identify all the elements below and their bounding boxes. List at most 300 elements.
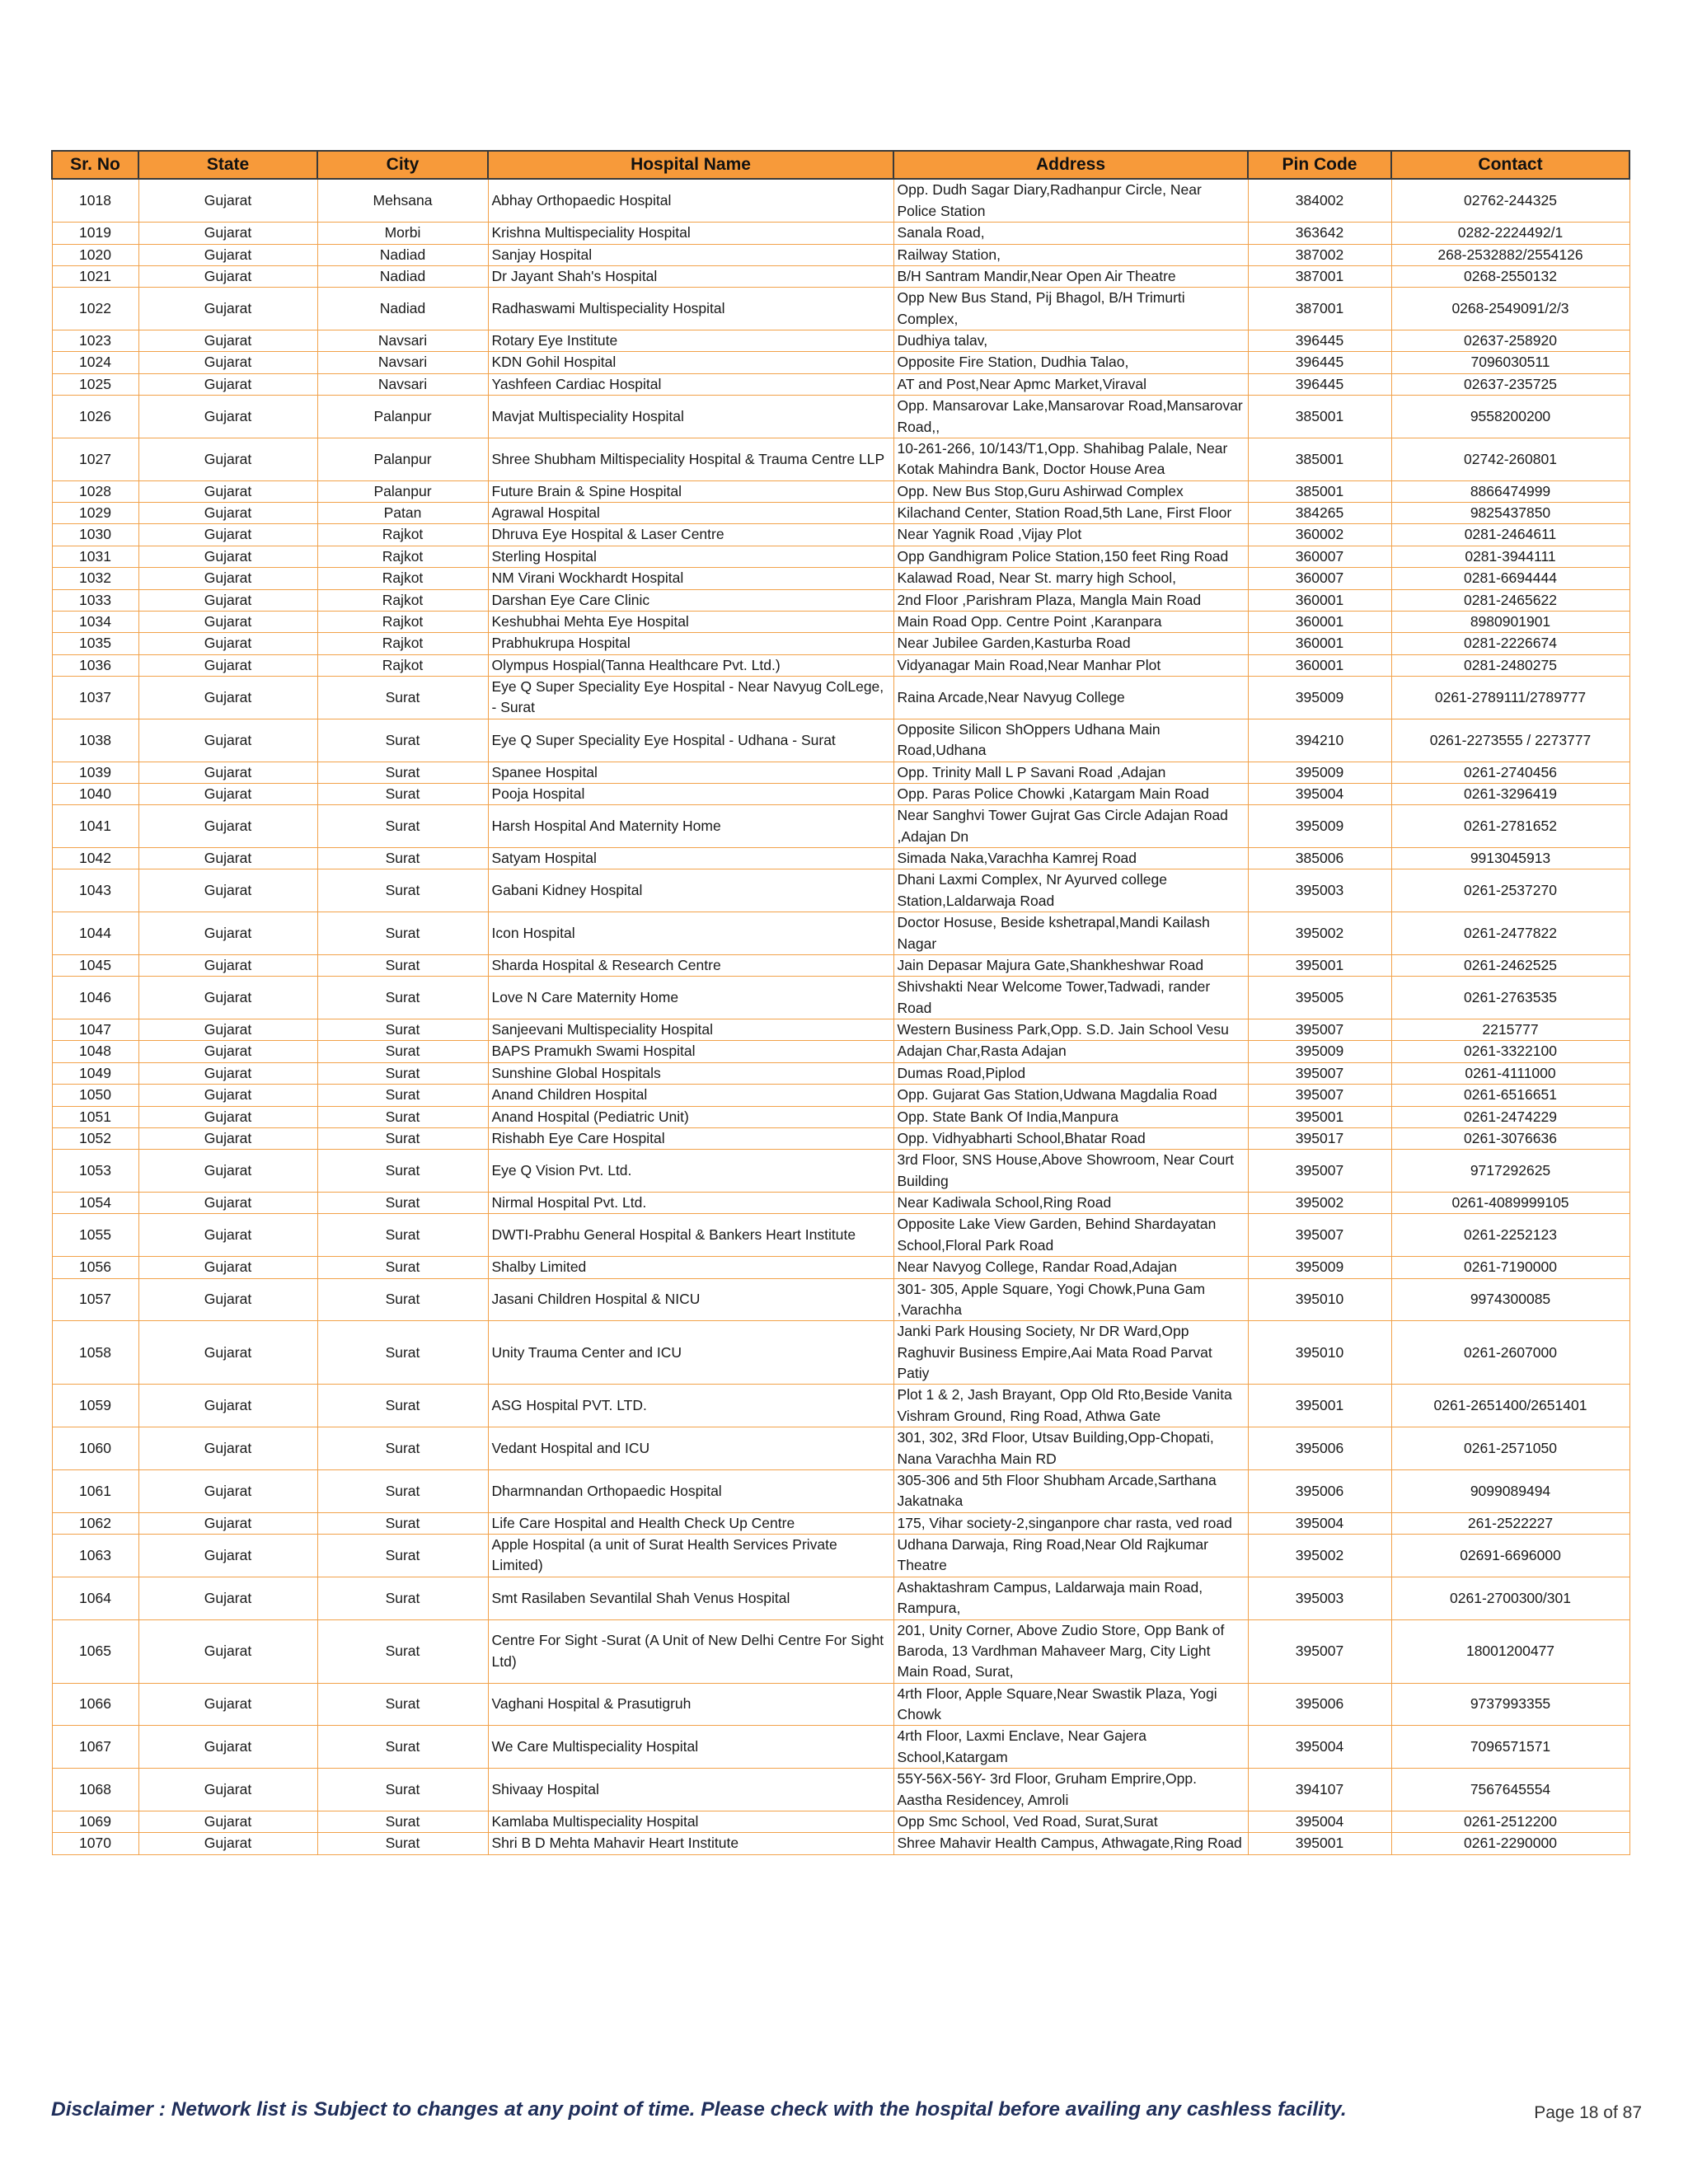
sr-no-cell: 1033: [52, 589, 138, 611]
state-cell: Gujarat: [138, 1041, 317, 1062]
hospital-name-cell: Mavjat Multispeciality Hospital: [488, 396, 893, 438]
header-hospital-name: Hospital Name: [488, 151, 893, 179]
hospital-name-cell: Life Care Hospital and Health Check Up Centre: [488, 1512, 893, 1534]
table-row: [52, 1535, 1629, 1577]
table-row: [52, 1385, 1629, 1427]
state-cell: Gujarat: [138, 396, 317, 438]
state-cell: Gujarat: [138, 288, 317, 330]
address-cell: Opp. New Bus Stop,Guru Ashirwad Complex: [893, 480, 1248, 502]
table-row: [52, 373, 1629, 395]
sr-no-cell: 1036: [52, 654, 138, 676]
table-row: [52, 1150, 1629, 1193]
hospital-name-cell: Icon Hospital: [488, 912, 893, 955]
hospital-name-cell: Sanjay Hospital: [488, 244, 893, 265]
state-cell: Gujarat: [138, 762, 317, 783]
contact-cell: 0261-3076636: [1391, 1127, 1629, 1149]
city-cell: Palanpur: [317, 480, 488, 502]
address-cell: Jain Depasar Majura Gate,Shankheshwar Road: [893, 954, 1248, 976]
pin-code-cell: 395010: [1248, 1321, 1391, 1385]
address-cell: 4rth Floor, Apple Square,Near Swastik Plaza, Yogi Chowk: [893, 1683, 1248, 1726]
pin-code-cell: 396445: [1248, 352, 1391, 373]
sr-no-cell: 1028: [52, 480, 138, 502]
hospital-name-cell: BAPS Pramukh Swami Hospital: [488, 1041, 893, 1062]
contact-cell: 9737993355: [1391, 1683, 1629, 1726]
pin-code-cell: 395004: [1248, 1512, 1391, 1534]
sr-no-cell: 1068: [52, 1769, 138, 1811]
sr-no-cell: 1044: [52, 912, 138, 955]
contact-cell: 0261-2781652: [1391, 805, 1629, 848]
hospital-name-cell: Shri B D Mehta Mahavir Heart Institute: [488, 1833, 893, 1854]
pin-code-cell: 395009: [1248, 1041, 1391, 1062]
pin-code-cell: 360001: [1248, 633, 1391, 654]
table-row: [52, 677, 1629, 719]
header-city: City: [317, 151, 488, 179]
pin-code-cell: 387002: [1248, 244, 1391, 265]
contact-cell: 0281-3944111: [1391, 546, 1629, 567]
city-cell: Navsari: [317, 352, 488, 373]
address-cell: Opp. Dudh Sagar Diary,Radhanpur Circle, Near Police Station: [893, 179, 1248, 222]
table-row: [52, 1214, 1629, 1257]
address-cell: Near Navyog College, Randar Road,Adajan: [893, 1257, 1248, 1278]
pin-code-cell: 360002: [1248, 524, 1391, 546]
hospital-name-cell: Sterling Hospital: [488, 546, 893, 567]
address-cell: Janki Park Housing Society, Nr DR Ward,Opp Raghuvir Business Empire,Aai Mata Road Parvat Patiy: [893, 1321, 1248, 1385]
city-cell: Surat: [317, 1150, 488, 1193]
contact-cell: 9913045913: [1391, 848, 1629, 869]
pin-code-cell: 360007: [1248, 568, 1391, 589]
state-cell: Gujarat: [138, 783, 317, 804]
state-cell: Gujarat: [138, 719, 317, 762]
contact-cell: 02637-235725: [1391, 373, 1629, 395]
sr-no-cell: 1059: [52, 1385, 138, 1427]
pin-code-cell: 387001: [1248, 265, 1391, 287]
table-row: [52, 1193, 1629, 1214]
city-cell: Surat: [317, 1106, 488, 1127]
table-row: [52, 611, 1629, 632]
pin-code-cell: 395009: [1248, 677, 1391, 719]
city-cell: Rajkot: [317, 568, 488, 589]
address-cell: Kilachand Center, Station Road,5th Lane, First Floor: [893, 503, 1248, 524]
address-cell: Near Yagnik Road ,Vijay Plot: [893, 524, 1248, 546]
address-cell: Opposite Silicon ShOppers Udhana Main Road,Udhana: [893, 719, 1248, 762]
table-row: [52, 1769, 1629, 1811]
state-cell: Gujarat: [138, 179, 317, 222]
pin-code-cell: 396445: [1248, 373, 1391, 395]
contact-cell: 7096571571: [1391, 1726, 1629, 1769]
city-cell: Surat: [317, 1257, 488, 1278]
contact-cell: 0281-2465622: [1391, 589, 1629, 611]
sr-no-cell: 1019: [52, 223, 138, 244]
city-cell: Surat: [317, 1769, 488, 1811]
table-row: [52, 244, 1629, 265]
address-cell: Near Kadiwala School,Ring Road: [893, 1193, 1248, 1214]
city-cell: Surat: [317, 1041, 488, 1062]
sr-no-cell: 1045: [52, 954, 138, 976]
contact-cell: 02691-6696000: [1391, 1535, 1629, 1577]
contact-cell: 0261-2740456: [1391, 762, 1629, 783]
address-cell: Opposite Lake View Garden, Behind Shardayatan School,Floral Park Road: [893, 1214, 1248, 1257]
sr-no-cell: 1035: [52, 633, 138, 654]
city-cell: Surat: [317, 977, 488, 1019]
state-cell: Gujarat: [138, 589, 317, 611]
sr-no-cell: 1027: [52, 438, 138, 480]
state-cell: Gujarat: [138, 805, 317, 848]
address-cell: Simada Naka,Varachha Kamrej Road: [893, 848, 1248, 869]
contact-cell: 02762-244325: [1391, 179, 1629, 222]
table-row: [52, 1041, 1629, 1062]
pin-code-cell: 395007: [1248, 1619, 1391, 1683]
address-cell: 4rth Floor, Laxmi Enclave, Near Gajera School,Katargam: [893, 1726, 1248, 1769]
address-cell: Opp. Trinity Mall L P Savani Road ,Adajan: [893, 762, 1248, 783]
contact-cell: 268-2532882/2554126: [1391, 244, 1629, 265]
hospital-name-cell: Sunshine Global Hospitals: [488, 1062, 893, 1084]
address-cell: Shree Mahavir Health Campus, Athwagate,Ring Road: [893, 1833, 1248, 1854]
city-cell: Surat: [317, 1726, 488, 1769]
sr-no-cell: 1061: [52, 1469, 138, 1512]
pin-code-cell: 396445: [1248, 330, 1391, 352]
state-cell: Gujarat: [138, 654, 317, 676]
contact-cell: 0261-2273555 / 2273777: [1391, 719, 1629, 762]
city-cell: Navsari: [317, 373, 488, 395]
pin-code-cell: 395009: [1248, 762, 1391, 783]
sr-no-cell: 1058: [52, 1321, 138, 1385]
pin-code-cell: 395010: [1248, 1278, 1391, 1321]
hospital-name-cell: Krishna Multispeciality Hospital: [488, 223, 893, 244]
table-row: [52, 265, 1629, 287]
pin-code-cell: 395003: [1248, 1577, 1391, 1619]
address-cell: Plot 1 & 2, Jash Brayant, Opp Old Rto,Beside Vanita Vishram Ground, Ring Road, Athwa Gate: [893, 1385, 1248, 1427]
sr-no-cell: 1025: [52, 373, 138, 395]
address-cell: 301, 302, 3Rd Floor, Utsav Building,Opp-Chopati, Nana Varachha Main RD: [893, 1427, 1248, 1470]
pin-code-cell: 395001: [1248, 954, 1391, 976]
state-cell: Gujarat: [138, 1019, 317, 1041]
sr-no-cell: 1049: [52, 1062, 138, 1084]
hospital-name-cell: ASG Hospital PVT. LTD.: [488, 1385, 893, 1427]
state-cell: Gujarat: [138, 330, 317, 352]
table-row: [52, 1106, 1629, 1127]
city-cell: Surat: [317, 1811, 488, 1832]
address-cell: Dudhiya talav,: [893, 330, 1248, 352]
header-contact: Contact: [1391, 151, 1629, 179]
table-body: [52, 179, 1629, 1854]
pin-code-cell: 395007: [1248, 1019, 1391, 1041]
city-cell: Surat: [317, 1019, 488, 1041]
pin-code-cell: 385001: [1248, 438, 1391, 480]
contact-cell: 0268-2549091/2/3: [1391, 288, 1629, 330]
state-cell: Gujarat: [138, 1811, 317, 1832]
table-row: [52, 954, 1629, 976]
city-cell: Nadiad: [317, 244, 488, 265]
pin-code-cell: 395007: [1248, 1085, 1391, 1106]
pin-code-cell: 395009: [1248, 1257, 1391, 1278]
contact-cell: 2215777: [1391, 1019, 1629, 1041]
sr-no-cell: 1024: [52, 352, 138, 373]
state-cell: Gujarat: [138, 1769, 317, 1811]
table-row: [52, 223, 1629, 244]
pin-code-cell: 360001: [1248, 589, 1391, 611]
address-cell: Opp. State Bank Of India,Manpura: [893, 1106, 1248, 1127]
address-cell: Railway Station,: [893, 244, 1248, 265]
address-cell: Western Business Park,Opp. S.D. Jain School Vesu: [893, 1019, 1248, 1041]
hospital-name-cell: Spanee Hospital: [488, 762, 893, 783]
contact-cell: 0268-2550132: [1391, 265, 1629, 287]
city-cell: Surat: [317, 954, 488, 976]
pin-code-cell: 360001: [1248, 654, 1391, 676]
table-row: [52, 783, 1629, 804]
sr-no-cell: 1026: [52, 396, 138, 438]
city-cell: Mehsana: [317, 179, 488, 222]
sr-no-cell: 1047: [52, 1019, 138, 1041]
table-row: [52, 654, 1629, 676]
address-cell: 10-261-266, 10/143/T1,Opp. Shahibag Palale, Near Kotak Mahindra Bank, Doctor House Area: [893, 438, 1248, 480]
hospital-name-cell: Radhaswami Multispeciality Hospital: [488, 288, 893, 330]
state-cell: Gujarat: [138, 373, 317, 395]
address-cell: Opp Gandhigram Police Station,150 feet Ring Road: [893, 546, 1248, 567]
state-cell: Gujarat: [138, 611, 317, 632]
table-row: [52, 977, 1629, 1019]
state-cell: Gujarat: [138, 1062, 317, 1084]
sr-no-cell: 1021: [52, 265, 138, 287]
pin-code-cell: 384265: [1248, 503, 1391, 524]
sr-no-cell: 1063: [52, 1535, 138, 1577]
pin-code-cell: 395006: [1248, 1683, 1391, 1726]
city-cell: Surat: [317, 762, 488, 783]
hospital-name-cell: DWTI-Prabhu General Hospital & Bankers Heart Institute: [488, 1214, 893, 1257]
contact-cell: 02742-260801: [1391, 438, 1629, 480]
state-cell: Gujarat: [138, 848, 317, 869]
sr-no-cell: 1020: [52, 244, 138, 265]
city-cell: Rajkot: [317, 633, 488, 654]
sr-no-cell: 1023: [52, 330, 138, 352]
contact-cell: 0261-4089999105: [1391, 1193, 1629, 1214]
hospital-name-cell: Vaghani Hospital & Prasutigruh: [488, 1683, 893, 1726]
address-cell: Raina Arcade,Near Navyug College: [893, 677, 1248, 719]
sr-no-cell: 1041: [52, 805, 138, 848]
contact-cell: 0261-2763535: [1391, 977, 1629, 1019]
state-cell: Gujarat: [138, 568, 317, 589]
city-cell: Rajkot: [317, 611, 488, 632]
state-cell: Gujarat: [138, 1469, 317, 1512]
address-cell: 3rd Floor, SNS House,Above Showroom, Near Court Building: [893, 1150, 1248, 1193]
state-cell: Gujarat: [138, 869, 317, 912]
sr-no-cell: 1055: [52, 1214, 138, 1257]
table-row: [52, 1085, 1629, 1106]
contact-cell: 0261-2607000: [1391, 1321, 1629, 1385]
hospital-name-cell: Anand Hospital (Pediatric Unit): [488, 1106, 893, 1127]
table-row: [52, 1577, 1629, 1619]
table-row: [52, 589, 1629, 611]
sr-no-cell: 1070: [52, 1833, 138, 1854]
hospital-name-cell: Dr Jayant Shah's Hospital: [488, 265, 893, 287]
contact-cell: 0261-2512200: [1391, 1811, 1629, 1832]
contact-cell: 0261-2571050: [1391, 1427, 1629, 1470]
city-cell: Surat: [317, 1214, 488, 1257]
contact-cell: 0261-2789111/2789777: [1391, 677, 1629, 719]
pin-code-cell: 387001: [1248, 288, 1391, 330]
table-row: [52, 438, 1629, 480]
table-row: [52, 1512, 1629, 1534]
contact-cell: 261-2522227: [1391, 1512, 1629, 1534]
contact-cell: 0261-6516651: [1391, 1085, 1629, 1106]
sr-no-cell: 1029: [52, 503, 138, 524]
hospital-name-cell: Darshan Eye Care Clinic: [488, 589, 893, 611]
address-cell: 201, Unity Corner, Above Zudio Store, Opp Bank of Baroda, 13 Vardhman Mahaveer Marg, City Light Main Road, Surat,: [893, 1619, 1248, 1683]
city-cell: Surat: [317, 805, 488, 848]
city-cell: Surat: [317, 677, 488, 719]
table-row: [52, 869, 1629, 912]
sr-no-cell: 1037: [52, 677, 138, 719]
table-row: [52, 330, 1629, 352]
hospital-name-cell: Prabhukrupa Hospital: [488, 633, 893, 654]
pin-code-cell: 395001: [1248, 1385, 1391, 1427]
pin-code-cell: 394107: [1248, 1769, 1391, 1811]
sr-no-cell: 1018: [52, 179, 138, 222]
contact-cell: 0281-2480275: [1391, 654, 1629, 676]
sr-no-cell: 1053: [52, 1150, 138, 1193]
hospital-name-cell: Apple Hospital (a unit of Surat Health Services Private Limited): [488, 1535, 893, 1577]
sr-no-cell: 1050: [52, 1085, 138, 1106]
table-row: [52, 633, 1629, 654]
sr-no-cell: 1065: [52, 1619, 138, 1683]
address-cell: Vidyanagar Main Road,Near Manhar Plot: [893, 654, 1248, 676]
city-cell: Surat: [317, 1385, 488, 1427]
hospital-name-cell: Olympus Hospial(Tanna Healthcare Pvt. Ltd.): [488, 654, 893, 676]
city-cell: Surat: [317, 1085, 488, 1106]
table-row: [52, 1062, 1629, 1084]
contact-cell: 9717292625: [1391, 1150, 1629, 1193]
state-cell: Gujarat: [138, 1619, 317, 1683]
table-row: [52, 1427, 1629, 1470]
pin-code-cell: 385001: [1248, 396, 1391, 438]
table-row: [52, 1811, 1629, 1832]
sr-no-cell: 1064: [52, 1577, 138, 1619]
address-cell: Main Road Opp. Centre Point ,Karanpara: [893, 611, 1248, 632]
hospital-name-cell: Yashfeen Cardiac Hospital: [488, 373, 893, 395]
city-cell: Surat: [317, 1833, 488, 1854]
contact-cell: 0261-2474229: [1391, 1106, 1629, 1127]
city-cell: Nadiad: [317, 265, 488, 287]
contact-cell: 02637-258920: [1391, 330, 1629, 352]
city-cell: Surat: [317, 1577, 488, 1619]
pin-code-cell: 395007: [1248, 1214, 1391, 1257]
state-cell: Gujarat: [138, 1278, 317, 1321]
pin-code-cell: 384002: [1248, 179, 1391, 222]
pin-code-cell: 395002: [1248, 1193, 1391, 1214]
table-row: [52, 1726, 1629, 1769]
contact-cell: 0261-2700300/301: [1391, 1577, 1629, 1619]
pin-code-cell: 395001: [1248, 1106, 1391, 1127]
state-cell: Gujarat: [138, 352, 317, 373]
sr-no-cell: 1052: [52, 1127, 138, 1149]
state-cell: Gujarat: [138, 265, 317, 287]
pin-code-cell: 385006: [1248, 848, 1391, 869]
address-cell: Adajan Char,Rasta Adajan: [893, 1041, 1248, 1062]
pin-code-cell: 395007: [1248, 1062, 1391, 1084]
state-cell: Gujarat: [138, 954, 317, 976]
address-cell: Ashaktashram Campus, Laldarwaja main Road, Rampura,: [893, 1577, 1248, 1619]
pin-code-cell: 385001: [1248, 480, 1391, 502]
city-cell: Rajkot: [317, 524, 488, 546]
state-cell: Gujarat: [138, 1577, 317, 1619]
contact-cell: 0261-3322100: [1391, 1041, 1629, 1062]
table-row: [52, 912, 1629, 955]
hospital-name-cell: Unity Trauma Center and ICU: [488, 1321, 893, 1385]
sr-no-cell: 1069: [52, 1811, 138, 1832]
city-cell: Surat: [317, 1619, 488, 1683]
address-cell: Near Jubilee Garden,Kasturba Road: [893, 633, 1248, 654]
contact-cell: 0261-2651400/2651401: [1391, 1385, 1629, 1427]
contact-cell: 0261-7190000: [1391, 1257, 1629, 1278]
hospital-name-cell: We Care Multispeciality Hospital: [488, 1726, 893, 1769]
contact-cell: 0281-6694444: [1391, 568, 1629, 589]
sr-no-cell: 1067: [52, 1726, 138, 1769]
address-cell: Opp Smc School, Ved Road, Surat,Surat: [893, 1811, 1248, 1832]
header-state: State: [138, 151, 317, 179]
page-number: Page 18 of 87: [1534, 2103, 1642, 2122]
state-cell: Gujarat: [138, 1385, 317, 1427]
sr-no-cell: 1031: [52, 546, 138, 567]
sr-no-cell: 1054: [52, 1193, 138, 1214]
contact-cell: 0261-2537270: [1391, 869, 1629, 912]
table-row: [52, 1469, 1629, 1512]
city-cell: Palanpur: [317, 438, 488, 480]
contact-cell: 8980901901: [1391, 611, 1629, 632]
state-cell: Gujarat: [138, 1127, 317, 1149]
address-cell: Sanala Road,: [893, 223, 1248, 244]
pin-code-cell: 395006: [1248, 1469, 1391, 1512]
hospital-name-cell: Sharda Hospital & Research Centre: [488, 954, 893, 976]
contact-cell: 0282-2224492/1: [1391, 223, 1629, 244]
address-cell: Udhana Darwaja, Ring Road,Near Old Rajkumar Theatre: [893, 1535, 1248, 1577]
state-cell: Gujarat: [138, 1214, 317, 1257]
state-cell: Gujarat: [138, 1150, 317, 1193]
hospital-name-cell: Jasani Children Hospital & NICU: [488, 1278, 893, 1321]
state-cell: Gujarat: [138, 1512, 317, 1534]
table-row: [52, 1321, 1629, 1385]
state-cell: Gujarat: [138, 912, 317, 955]
city-cell: Morbi: [317, 223, 488, 244]
contact-cell: 0261-4111000: [1391, 1062, 1629, 1084]
pin-code-cell: 395005: [1248, 977, 1391, 1019]
contact-cell: 0261-2290000: [1391, 1833, 1629, 1854]
address-cell: Dumas Road,Piplod: [893, 1062, 1248, 1084]
state-cell: Gujarat: [138, 503, 317, 524]
sr-no-cell: 1066: [52, 1683, 138, 1726]
hospital-name-cell: Shivaay Hospital: [488, 1769, 893, 1811]
table-row: [52, 1019, 1629, 1041]
contact-cell: 0281-2226674: [1391, 633, 1629, 654]
contact-cell: 0261-2462525: [1391, 954, 1629, 976]
hospital-name-cell: Centre For Sight -Surat (A Unit of New Delhi Centre For Sight Ltd): [488, 1619, 893, 1683]
contact-cell: 0261-2477822: [1391, 912, 1629, 955]
city-cell: Surat: [317, 869, 488, 912]
address-cell: Near Sanghvi Tower Gujrat Gas Circle Adajan Road ,Adajan Dn: [893, 805, 1248, 848]
address-cell: Opp. Vidhyabharti School,Bhatar Road: [893, 1127, 1248, 1149]
sr-no-cell: 1042: [52, 848, 138, 869]
hospital-name-cell: NM Virani Wockhardt Hospital: [488, 568, 893, 589]
pin-code-cell: 360007: [1248, 546, 1391, 567]
state-cell: Gujarat: [138, 1427, 317, 1470]
state-cell: Gujarat: [138, 1833, 317, 1854]
address-cell: 2nd Floor ,Parishram Plaza, Mangla Main Road: [893, 589, 1248, 611]
header-address: Address: [893, 151, 1248, 179]
address-cell: Opposite Fire Station, Dudhia Talao,: [893, 352, 1248, 373]
table-row: [52, 503, 1629, 524]
address-cell: 55Y-56X-56Y- 3rd Floor, Gruham Emprire,Opp. Aastha Residencey, Amroli: [893, 1769, 1248, 1811]
sr-no-cell: 1040: [52, 783, 138, 804]
city-cell: Rajkot: [317, 654, 488, 676]
city-cell: Surat: [317, 1278, 488, 1321]
